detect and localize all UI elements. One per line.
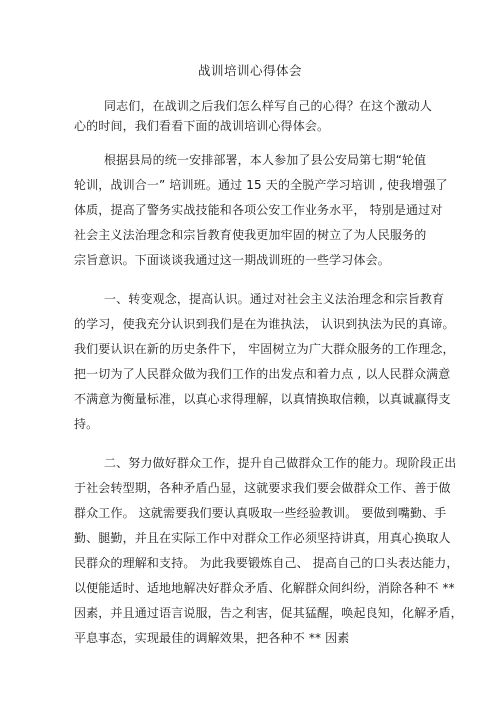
paragraph-1-line-1: 同志们，在战训之后我们怎么样写自己的心得？在这个激动人 <box>104 99 433 113</box>
paragraph-4-line-8: 平息事态，实现最佳的调解效果，把各种不 ** 因素 <box>74 631 350 645</box>
paragraph-4-line-6: 以便能适时、适地地解决好群众矛盾、化解群众间纠纷，消除各种不 ** <box>74 581 455 595</box>
paragraph-1-line-2: 心的时间，我们看看下面的战训培训心得体会。 <box>74 119 330 133</box>
paragraph-2-line-2: 轮训，战训合一” 培训班。通过 15 天的全脱产学习培训 , 使我增强了 <box>74 178 448 192</box>
paragraph-4-line-3: 群众工作。 这就需要我们要认真吸取一些经验教训。 要做到嘴勤、手 <box>74 506 447 520</box>
paragraph-3-line-4: 把一切为了人民群众做为我们工作的出发点和着力点 , 以人民群众满意 <box>74 367 451 381</box>
paragraph-3-line-3: 我们要认识在新的历史条件下， 牢固树立为广大群众服务的工作理念， <box>74 342 455 356</box>
paragraph-2-line-3: 体质，提高了警务实战技能和各项公安工作业务水平， 特别是通过对 <box>74 203 443 217</box>
paragraph-3-line-1: 一、转变观念，提高认识。通过对社会主义法治理念和宗旨教育 <box>104 292 445 306</box>
paragraph-3-line-2: 的学习，使我充分认识到我们是在为谁执法， 认识到执法为民的真谛。 <box>74 317 455 331</box>
paragraph-2-line-1: 根据县局的统一安排部署，本人参加了县公安局第七期“轮值 <box>104 153 427 167</box>
paragraph-3-line-6: 持。 <box>74 417 99 431</box>
paragraph-3-line-5: 不满意为衡量标准，以真心求得理解，以真情换取信赖，以真诚赢得支 <box>74 392 451 406</box>
paragraph-4-line-4: 勤、腿勤，并且在实际工作中对群众工作必须坚持讲真，用真心换取人 <box>74 531 451 545</box>
paragraph-2-line-5: 宗旨意识。下面谈谈我通过这一期战训班的一些学习体会。 <box>74 253 390 267</box>
document-title: 战训培训心得体会 <box>197 63 302 78</box>
paragraph-4-line-1: 二、努力做好群众工作，提升自己做群众工作的能力。现阶段正出 <box>104 456 457 470</box>
paragraph-4-line-7: 因素，并且通过语言说服，告之利害，促其猛醒，唤起良知，化解矛盾， <box>74 606 463 620</box>
paragraph-4-line-2: 于社会转型期，各种矛盾凸显，这就要求我们要会做群众工作、善于做 <box>74 481 451 495</box>
paragraph-2-line-4: 社会主义法治理念和宗旨教育使我更加牢固的树立了为人民服务的 <box>74 228 427 242</box>
paragraph-4-line-5: 民群众的理解和支持。 为此我要锻炼自己、 提高自己的口头表达能力， <box>74 556 459 570</box>
